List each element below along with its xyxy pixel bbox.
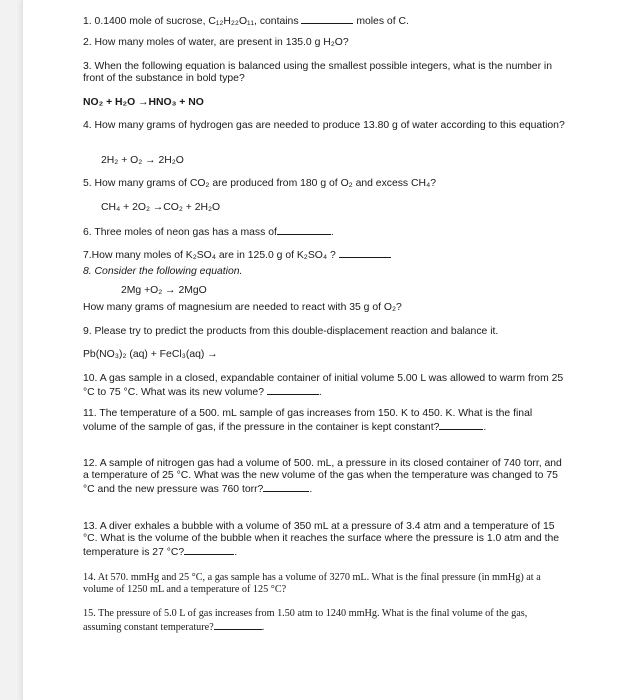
question-10-text: 10. A gas sample in a closed, expandable container of initial volume 5.00 L was allowed to warm from 25 °C to 75 °C. What was its new volume? [83, 373, 564, 399]
question-13 [83, 521, 568, 560]
question-13-tail: . [234, 547, 238, 559]
question-4: 4. How many grams of hydrogen gas are needed to produce 13.80 g of water according to this equation? [83, 120, 565, 131]
question-10-tail: . [318, 387, 322, 399]
question-14: 14. At 570. mmHg and 25 °C, a gas sample has a volume of 3270 mL. What is the final pressure (in mmHg) at a volume of 1250 mL and a temperature of 125 °C? [83, 572, 541, 595]
answer-blank-7 [339, 248, 391, 258]
answer-blank-10 [267, 385, 319, 395]
question-1-tail: moles of C. [356, 16, 409, 27]
question-11-text: 11. The temperature of a 500. mL sample of gas increases from 150. K to 450. K. What is the final volume of the sample of gas, if the pressure in the container is kept constant? [83, 408, 533, 434]
question-12-text: 12. A sample of nitrogen gas had a volume of 500. mL, a pressure in its closed container of 740 torr, and a temperature of 25 °C. What was the new volume of the gas when the temperature was changed to 75 °C and the new pressure was 760 torr? [83, 458, 562, 496]
question-2: 2. How many moles of water, are present in 135.0 g H₂O? [83, 37, 349, 48]
question-6-text: 6. Three moles of neon gas has a mass of [83, 227, 277, 238]
answer-blank-1 [301, 14, 353, 24]
question-11 [83, 408, 568, 434]
question-6 [83, 225, 568, 239]
question-4-equation: 2H₂ + O₂ → 2H₂O [101, 155, 184, 166]
question-15 [83, 608, 568, 634]
question-8: 8. Consider the following equation. [83, 266, 243, 277]
question-5: 5. How many grams of CO₂ are produced from 180 g of O₂ and excess CH₄? [83, 178, 437, 189]
question-8-question: How many grams of magnesium are needed to react with 35 g of O₂? [83, 302, 402, 313]
question-7 [83, 248, 568, 262]
question-11-tail: . [483, 422, 487, 434]
question-3: 3. When the following equation is balanced using the smallest possible integers, what is the number in front of the substance in bold type? [83, 61, 553, 85]
question-12-tail: . [309, 484, 313, 496]
question-10 [83, 373, 568, 399]
question-12 [83, 458, 568, 497]
question-8-equation: 2Mg +O₂ → 2MgO [121, 285, 207, 296]
question-6-tail: . [330, 227, 334, 238]
question-9-equation: Pb(NO₃)₂ (aq) + FeCl₃(aq) → [83, 349, 218, 360]
answer-blank-15 [214, 620, 262, 630]
answer-blank-6 [277, 225, 331, 235]
answer-blank-11 [439, 420, 483, 430]
question-5-equation: CH₄ + 2O₂ →CO₂ + 2H₂O [101, 202, 221, 213]
question-1 [83, 14, 568, 28]
question-15-text: 15. The pressure of 5.0 L of gas increases from 1.50 atm to 1240 mmHg. What is the final volume of the gas, assuming constant temperature? [83, 608, 528, 633]
answer-blank-13 [184, 545, 234, 555]
question-3-equation: NO₂ + H₂O →HNO₃ + NO [83, 97, 204, 108]
question-15-tail: . [261, 622, 265, 633]
question-1-text: 1. 0.1400 mole of sucrose, C₁₂H₂₂O₁₁, contains [83, 16, 299, 27]
question-7-text: 7.How many moles of K₂SO₄ are in 125.0 g of K₂SO₄ ? [83, 250, 336, 261]
answer-blank-12 [263, 482, 309, 492]
question-9: 9. Please try to predict the products from this double-displacement reaction and balance it. [83, 326, 499, 337]
document-page [22, 0, 629, 700]
question-13-text: 13. A diver exhales a bubble with a volume of 350 mL at a pressure of 3.4 atm and a temperature of 15 °C. What is the volume of the bubble when it reaches the surface where the pressure is 1.0 atm and the temperature is 27 °C? [83, 521, 560, 559]
